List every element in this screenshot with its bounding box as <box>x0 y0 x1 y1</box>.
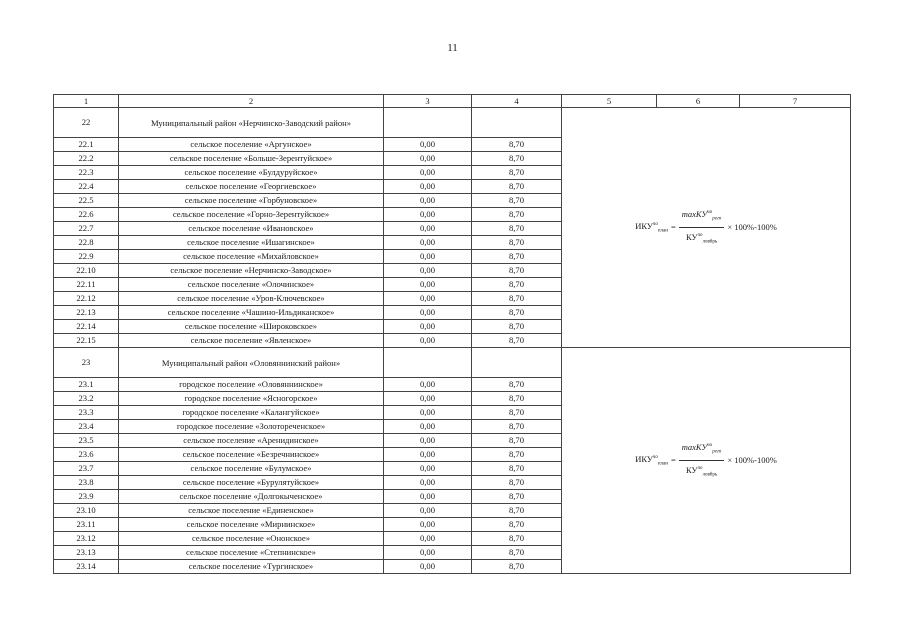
formula-num-sub: pегп <box>712 450 722 455</box>
row-number: 22.6 <box>54 208 119 222</box>
row-number: 23.2 <box>54 392 119 406</box>
empty-cell <box>472 108 562 138</box>
formula-eq: = <box>670 222 676 232</box>
row-number: 22.4 <box>54 180 119 194</box>
settlement-name: сельское поселение «Единенское» <box>119 504 384 518</box>
formula-lhs: ИКУ <box>635 453 653 464</box>
column-header: 4 <box>472 95 562 108</box>
settlement-name: сельское поселение «Ишагинское» <box>119 236 384 250</box>
settlement-name: сельское поселение «Тургинское» <box>119 560 384 574</box>
value-col4: 8,70 <box>472 166 562 180</box>
group-title: Муниципальный район «Оловяннинский район» <box>119 348 384 378</box>
formula-lhs-sup: чо <box>652 221 658 227</box>
tariff-table <box>53 94 851 574</box>
row-number: 22.11 <box>54 278 119 292</box>
settlement-name: сельское поселение «Георгиевское» <box>119 180 384 194</box>
formula-num-sup: чо <box>707 443 713 449</box>
settlement-name: сельское поселение «Аргунское» <box>119 138 384 152</box>
settlement-name: сельское поселение «Больше-Зерентуйское» <box>119 152 384 166</box>
settlement-name: сельское поселение «Ивановское» <box>119 222 384 236</box>
row-number: 22.7 <box>54 222 119 236</box>
table-body <box>54 95 851 574</box>
formula-numerator: maxКУ <box>681 209 708 220</box>
row-number: 23.6 <box>54 448 119 462</box>
settlement-name: сельское поселение «Олочинское» <box>119 278 384 292</box>
row-number: 22.13 <box>54 306 119 320</box>
settlement-name: городское поселение «Ясногорское» <box>119 392 384 406</box>
settlement-name: городское поселение «Золотореченское» <box>119 420 384 434</box>
settlement-name: сельское поселение «Степнинское» <box>119 546 384 560</box>
formula-cell <box>562 108 851 348</box>
value-col4: 8,70 <box>472 306 562 320</box>
column-header: 5 <box>562 95 657 108</box>
row-number: 23.9 <box>54 490 119 504</box>
settlement-name: сельское поселение «Горно-Зерентуйское» <box>119 208 384 222</box>
value-col3: 0,00 <box>384 264 472 278</box>
settlement-name: сельское поселение «Нерчинско-Заводское» <box>119 264 384 278</box>
value-col3: 0,00 <box>384 546 472 560</box>
row-number: 23.12 <box>54 532 119 546</box>
value-col3: 0,00 <box>384 306 472 320</box>
settlement-name: сельское поселение «Аренидинское» <box>119 434 384 448</box>
empty-cell <box>384 348 472 378</box>
formula-denominator: КУ <box>685 464 698 475</box>
row-number: 22.14 <box>54 320 119 334</box>
header-row <box>54 95 851 108</box>
settlement-name: сельское поселение «Явленское» <box>119 334 384 348</box>
page-number: 11 <box>447 42 458 54</box>
value-col3: 0,00 <box>384 250 472 264</box>
row-number: 22.5 <box>54 194 119 208</box>
settlement-name: сельское поселение «Мирнинское» <box>119 518 384 532</box>
value-col4: 8,70 <box>472 222 562 236</box>
settlement-name: сельское поселение «Ононское» <box>119 532 384 546</box>
value-col4: 8,70 <box>472 448 562 462</box>
value-col3: 0,00 <box>384 292 472 306</box>
group-row <box>54 348 851 378</box>
value-col4: 8,70 <box>472 546 562 560</box>
formula-den-sub: ловбрь <box>702 472 718 478</box>
value-col4: 8,70 <box>472 532 562 546</box>
value-col3: 0,00 <box>384 504 472 518</box>
column-header: 2 <box>119 95 384 108</box>
value-col3: 0,00 <box>384 434 472 448</box>
column-header: 3 <box>384 95 472 108</box>
row-number: 23.3 <box>54 406 119 420</box>
settlement-name: сельское поселение «Чашино-Ильдиканское» <box>119 306 384 320</box>
value-col4: 8,70 <box>472 320 562 334</box>
formula-lhs-sup: чо <box>652 454 658 460</box>
column-header: 1 <box>54 95 119 108</box>
value-col3: 0,00 <box>384 490 472 504</box>
value-col4: 8,70 <box>472 462 562 476</box>
value-col3: 0,00 <box>384 194 472 208</box>
formula <box>635 206 777 248</box>
row-number: 23.14 <box>54 560 119 574</box>
formula-fraction <box>679 206 725 248</box>
value-col4: 8,70 <box>472 250 562 264</box>
formula-cell <box>562 348 851 574</box>
row-number: 23.1 <box>54 378 119 392</box>
value-col3: 0,00 <box>384 518 472 532</box>
formula-eq: = <box>670 455 676 465</box>
value-col4: 8,70 <box>472 504 562 518</box>
value-col3: 0,00 <box>384 406 472 420</box>
value-col3: 0,00 <box>384 476 472 490</box>
row-number: 22.3 <box>54 166 119 180</box>
row-number: 23.7 <box>54 462 119 476</box>
column-header: 7 <box>740 95 851 108</box>
row-number: 23.4 <box>54 420 119 434</box>
value-col4: 8,70 <box>472 264 562 278</box>
value-col4: 8,70 <box>472 476 562 490</box>
group-number: 22 <box>54 108 119 138</box>
formula-denominator: КУ <box>685 231 698 242</box>
value-col4: 8,70 <box>472 420 562 434</box>
settlement-name: сельское поселение «Уров-Ключевское» <box>119 292 384 306</box>
settlement-name: сельское поселение «Булдуруйское» <box>119 166 384 180</box>
settlement-name: сельское поселение «Булумское» <box>119 462 384 476</box>
empty-cell <box>384 108 472 138</box>
settlement-name: сельское поселение «Бурулятуйское» <box>119 476 384 490</box>
row-number: 23.5 <box>54 434 119 448</box>
value-col3: 0,00 <box>384 448 472 462</box>
formula-den-sub: ловбрь <box>702 239 718 245</box>
value-col3: 0,00 <box>384 166 472 180</box>
empty-cell <box>472 348 562 378</box>
formula <box>635 439 777 481</box>
value-col3: 0,00 <box>384 152 472 166</box>
value-col4: 8,70 <box>472 152 562 166</box>
value-col4: 8,70 <box>472 518 562 532</box>
value-col4: 8,70 <box>472 560 562 574</box>
settlement-name: сельское поселение «Долгокыченское» <box>119 490 384 504</box>
settlement-name: сельское поселение «Михайловское» <box>119 250 384 264</box>
settlement-name: городское поселение «Оловяннинское» <box>119 378 384 392</box>
settlement-name: сельское поселение «Горбуновское» <box>119 194 384 208</box>
group-row <box>54 108 851 138</box>
formula-tail: × 100%-100% <box>727 222 777 232</box>
value-col3: 0,00 <box>384 278 472 292</box>
row-number: 23.13 <box>54 546 119 560</box>
group-title: Муниципальный район «Нерчинско-Заводский район» <box>119 108 384 138</box>
formula-num-sup: чо <box>707 210 713 216</box>
row-number: 23.8 <box>54 476 119 490</box>
value-col4: 8,70 <box>472 180 562 194</box>
value-col4: 8,70 <box>472 278 562 292</box>
formula-fraction <box>679 439 725 481</box>
value-col4: 8,70 <box>472 236 562 250</box>
value-col3: 0,00 <box>384 392 472 406</box>
value-col4: 8,70 <box>472 378 562 392</box>
row-number: 22.9 <box>54 250 119 264</box>
value-col3: 0,00 <box>384 420 472 434</box>
value-col3: 0,00 <box>384 378 472 392</box>
row-number: 22.1 <box>54 138 119 152</box>
row-number: 22.15 <box>54 334 119 348</box>
value-col3: 0,00 <box>384 138 472 152</box>
value-col3: 0,00 <box>384 320 472 334</box>
value-col4: 8,70 <box>472 194 562 208</box>
value-col3: 0,00 <box>384 462 472 476</box>
formula-tail: × 100%-100% <box>727 455 777 465</box>
value-col3: 0,00 <box>384 560 472 574</box>
value-col3: 0,00 <box>384 334 472 348</box>
formula-numerator: maxКУ <box>681 442 708 453</box>
column-header: 6 <box>657 95 740 108</box>
value-col4: 8,70 <box>472 406 562 420</box>
value-col4: 8,70 <box>472 334 562 348</box>
row-number: 22.8 <box>54 236 119 250</box>
value-col4: 8,70 <box>472 292 562 306</box>
value-col3: 0,00 <box>384 532 472 546</box>
settlement-name: городское поселение «Калангуйское» <box>119 406 384 420</box>
value-col4: 8,70 <box>472 434 562 448</box>
formula-lhs-sub: план <box>657 461 668 467</box>
value-col3: 0,00 <box>384 236 472 250</box>
value-col4: 8,70 <box>472 392 562 406</box>
settlement-name: сельское поселение «Безречнинское» <box>119 448 384 462</box>
row-number: 22.2 <box>54 152 119 166</box>
formula-lhs: ИКУ <box>635 220 653 231</box>
value-col4: 8,70 <box>472 138 562 152</box>
value-col4: 8,70 <box>472 490 562 504</box>
formula-lhs-sub: план <box>657 228 668 234</box>
group-number: 23 <box>54 348 119 378</box>
value-col3: 0,00 <box>384 180 472 194</box>
settlement-name: сельское поселение «Широковское» <box>119 320 384 334</box>
value-col3: 0,00 <box>384 208 472 222</box>
row-number: 23.10 <box>54 504 119 518</box>
row-number: 22.12 <box>54 292 119 306</box>
row-number: 23.11 <box>54 518 119 532</box>
formula-num-sub: pегп <box>712 217 722 222</box>
formula-den-sup: чо <box>697 466 703 471</box>
row-number: 22.10 <box>54 264 119 278</box>
value-col3: 0,00 <box>384 222 472 236</box>
formula-den-sup: чо <box>697 233 703 238</box>
value-col4: 8,70 <box>472 208 562 222</box>
